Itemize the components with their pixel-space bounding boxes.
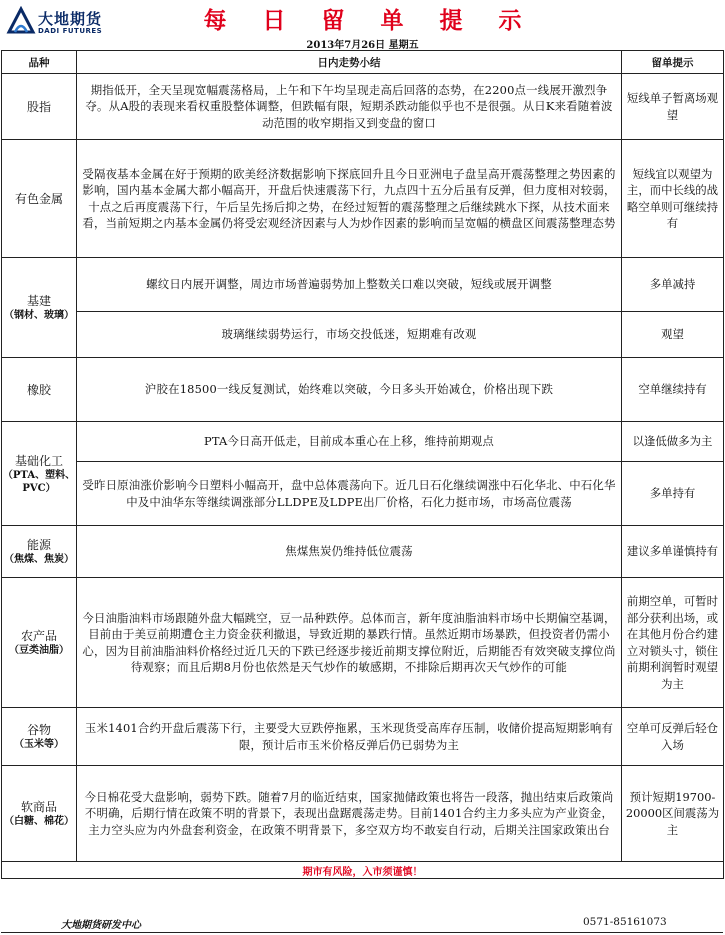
category-cell: [2, 578, 77, 708]
table-row: [2, 422, 724, 462]
category-sub: （白糖、棉花）: [4, 816, 74, 827]
tip-cell: 短线单子暂离场观望: [622, 74, 724, 140]
tip-cell: 空单可反弹后轻仓入场: [622, 708, 724, 766]
header-tip: 留单提示: [622, 51, 724, 74]
risk-notice: 期市有风险，入市须谨慎！: [2, 862, 724, 879]
category-sub: （焦煤、焦炭）: [4, 554, 74, 565]
tip-cell: 预计短期19700-20000区间震荡为主: [622, 766, 724, 862]
table-row: [2, 462, 724, 526]
summary-cell: 今日油脂油料市场跟随外盘大幅跳空，豆一品种跌停。总体而言，新年度油脂油料市场中长期偏空基调，目前由于美豆前期遭仓主力资金获利撤退，导致近期的暴跌行情。虽然近期市场暴跌，但投资者仍需小心，因为目前油脂油料价格经过近几天的下跌已经逐步接近前期支撑位附近，后期能否有效突破支撑位尚待观察；而且后期8月份也依然是天气炒作的敏感期，不排除后期再次天气炒作的可能: [77, 578, 622, 708]
category-cell: [2, 74, 77, 140]
logo-en-text: DADI FUTURES: [38, 27, 103, 35]
category-sub: （玉米等）: [14, 739, 64, 750]
summary-cell: 玻璃继续弱势运行，市场交投低迷，短期难有改观: [77, 312, 622, 358]
category-sub: （钢材、玻璃）: [4, 310, 74, 321]
tip-cell: 建议多单谨慎持有: [622, 526, 724, 578]
tip-cell: 空单继续持有: [622, 358, 724, 422]
category-cell: [2, 708, 77, 766]
summary-cell: 受昨日原油涨价影响今日塑料小幅高开，盘中总体震荡向下。近几日石化继续调涨中石化华北、中石化华中及中油华东等继续调涨部分LLDPE及LDPE出厂价格，石化力挺市场，市场高位震荡: [77, 462, 622, 526]
footer-phone: 0571-85161073: [583, 916, 667, 928]
category-name: 股指: [26, 99, 51, 114]
category-sub: （豆类油脂）: [9, 645, 69, 656]
footer-org: 大地期货研发中心: [61, 920, 141, 931]
table-header-row: [2, 51, 724, 74]
category-name: 基建: [26, 294, 51, 308]
header-category: 品种: [2, 51, 77, 74]
category-name: 能源: [26, 538, 51, 552]
category-sub: （PTA、塑料、PVC）: [2, 469, 76, 494]
header-summary: 日内走势小结: [77, 51, 622, 74]
logo-cn-text: 大地期货: [38, 10, 103, 28]
category-cell: [2, 526, 77, 578]
tip-cell: 观望: [622, 312, 724, 358]
category-name: 有色金属: [14, 191, 63, 206]
footer-divider: [1, 932, 723, 933]
tip-cell: 多单减持: [622, 258, 724, 312]
tip-cell: 多单持有: [622, 462, 724, 526]
category-name: 基础化工: [14, 453, 63, 468]
summary-cell: 螺纹日内展开调整，周边市场普遍弱势加上整数关口难以突破，短线或展开调整: [77, 258, 622, 312]
report-date: 2013年7月26日 星期五: [306, 40, 419, 51]
category-cell: [2, 766, 77, 862]
category-name: 橡胶: [26, 382, 51, 397]
table-row: [2, 140, 724, 258]
category-name: 软商品: [20, 800, 57, 814]
table-row: [2, 526, 724, 578]
table-row: [2, 766, 724, 862]
category-cell: [2, 258, 77, 358]
table-row: [2, 312, 724, 358]
category-name: 农产品: [20, 629, 57, 643]
tip-cell: 前期空单，可暂时部分获利出场，或在其他月份合约建立对锁头寸，锁住前期利润暂时观望为主: [622, 578, 724, 708]
summary-cell: 玉米1401合约开盘后震荡下行，主要受大豆跌停拖累，玉米现货受高库存压制，收储价提高短期影响有限，预计后市玉米价格反弹后仍已弱势为主: [77, 708, 622, 766]
summary-cell: 受隔夜基本金属在好于预期的欧美经济数据影响下探底回升且今日亚洲电子盘呈高开震荡整理之势因素的影响，国内基本金属大都小幅高开，开盘后快速震荡下行，九点四十五分后虽有反弹，但力度相对较弱，十点之后再度震荡下行，午后呈先扬后抑之势，在经过短暂的震荡整理之后继续跳水下探，从技术面来看，当前短期之内基本金属仍将受宏观经济因素与人为炒作因素的影响而呈宽幅的横盘区间震荡整理态势: [77, 140, 622, 258]
category-cell: [2, 140, 77, 258]
summary-cell: 沪胶在18500一线反复测试，始终难以突破，今日多头开始减仓，价格出现下跌: [77, 358, 622, 422]
notice-row: [2, 862, 724, 879]
header: [0, 0, 725, 36]
summary-cell: 今日棉花受大盘影响，弱势下跌。随着7月的临近结束，国家抛储政策也将告一段落，抛出结束后政策尚不明确，后期行情在政策不明的背景下，表现出盘踞震荡走势。目前1401合约主力多头应为产业资金，主力空头应为内外盘套利资金，在政策不明背景下，多空双方均不敢妄自行动，后期关注国家政策出台: [77, 766, 622, 862]
footer: [1, 912, 723, 932]
page-title: 每 日 留 单 提 示: [203, 8, 536, 34]
summary-cell: 期指低开，全天呈现宽幅震荡格局，上午和下午均呈现走高后回落的态势，在2200点一线展开激烈争夺。从A股的表现来看权重股整体调整，但跌幅有限，短期杀跌动能似乎也不是很强。从日K来看随着波动范围的收窄期指又到变盘的窗口: [77, 74, 622, 140]
tip-cell: 短线宜以观望为主，而中长线的战略空单则可继续持有: [622, 140, 724, 258]
table-row: [2, 74, 724, 140]
category-name: 谷物: [26, 723, 51, 737]
category-cell: [2, 358, 77, 422]
table-row: [2, 258, 724, 312]
category-cell: [2, 422, 77, 526]
table-row: [2, 708, 724, 766]
table-row: [2, 578, 724, 708]
tip-cell: 以逢低做多为主: [622, 422, 724, 462]
daily-tips-table: [1, 50, 724, 879]
table-row: [2, 358, 724, 422]
summary-cell: 焦煤焦炭仍维持低位震荡: [77, 526, 622, 578]
summary-cell: PTA今日高开低走，目前成本重心在上移，维持前期观点: [77, 422, 622, 462]
